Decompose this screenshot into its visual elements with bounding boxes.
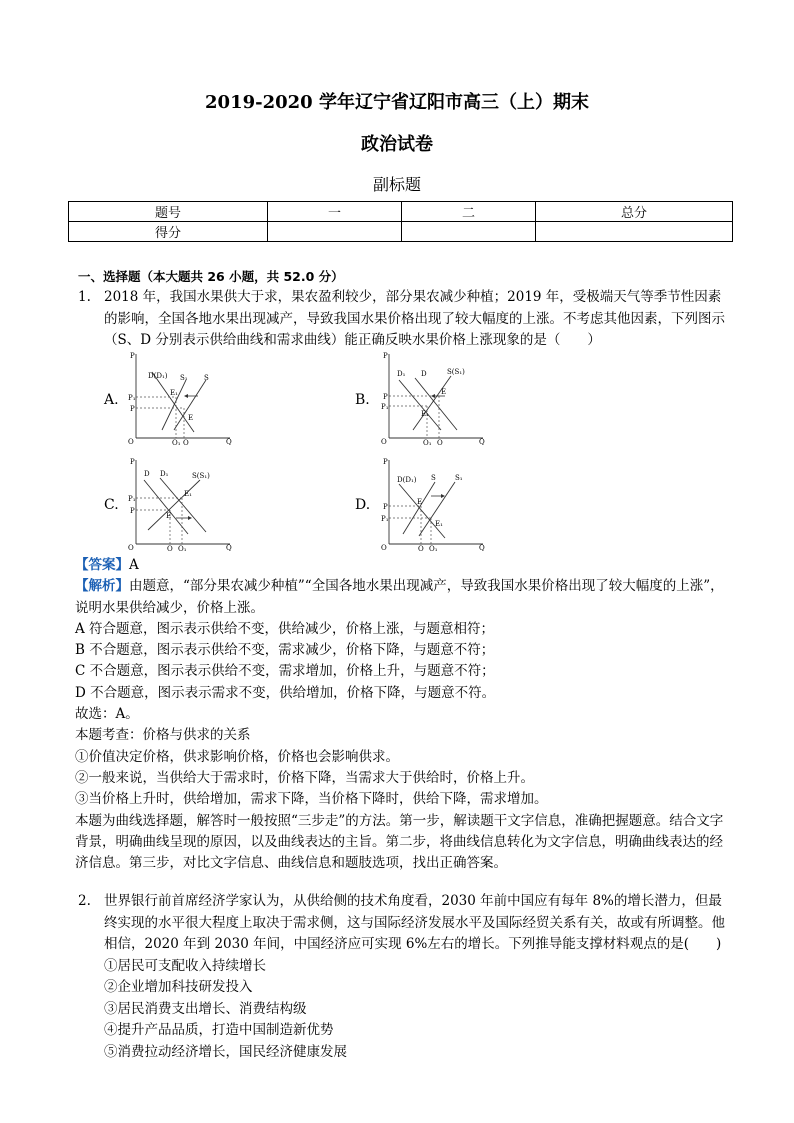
label-q: Q xyxy=(437,439,443,445)
label-p-axis: P xyxy=(383,352,388,360)
question-1-number: 1. xyxy=(78,289,91,305)
graph-option-d xyxy=(375,456,487,551)
document-subtitle: 副标题 xyxy=(372,175,421,194)
score-table-score-row xyxy=(69,222,733,242)
option-c-label: C. xyxy=(104,497,119,513)
graph-option-b xyxy=(375,350,487,445)
label-d: D xyxy=(421,370,427,378)
answer-line xyxy=(75,555,730,576)
cell-total-label: 总分 xyxy=(536,202,733,222)
label-q: Q xyxy=(183,439,189,445)
label-e: E xyxy=(441,388,447,396)
supply-curve xyxy=(148,480,200,530)
label-d: D xyxy=(144,470,150,478)
label-p-axis: P xyxy=(130,458,135,466)
question-2-item: ②企业增加科技研发投入 xyxy=(104,979,253,995)
cell-score-one xyxy=(268,222,402,242)
shift-arrowhead xyxy=(184,394,188,398)
label-e: E xyxy=(166,512,172,520)
label-origin: O xyxy=(381,438,387,445)
label-q-axis: Q xyxy=(479,438,485,445)
demand-curve-d1 xyxy=(399,380,441,430)
label-e1: E₁ xyxy=(170,389,178,397)
label-q1: Q₁ xyxy=(429,545,438,551)
analysis-line: ①价值决定价格，供求影响价格，价格也会影响供求。 xyxy=(75,748,399,765)
question-2-item: ③居民消费支出增长、消费结构级 xyxy=(104,1000,307,1017)
analysis-tag: 【解析】 xyxy=(75,578,129,595)
question-2-item: ⑤消费拉动经济增长，国民经济健康发展 xyxy=(104,1043,347,1060)
question-1-text: 2018 年，我国水果供大于求，果农盈利较少，部分果农减少种植；2019 年，受极端天气等季节性因素的影响，全国各地水果出现减产，导致我国水果价格出现了较大幅度的上涨。不考虑其他因素，下列图示（S、D 分别表示供给曲线和需求曲线）能正确反映水果价格上涨现象的是（ ） xyxy=(104,289,725,348)
label-d1: D₁ xyxy=(397,370,406,378)
question-1-solution xyxy=(75,555,730,874)
label-p1: P₁ xyxy=(128,394,136,402)
label-p-axis: P xyxy=(130,352,135,360)
analysis-line: 故选：A。 xyxy=(75,706,139,723)
label-p: P xyxy=(383,503,388,511)
label-s: S xyxy=(204,374,209,382)
label-p: P xyxy=(130,405,135,413)
label-e1: E₁ xyxy=(435,520,443,528)
label-d: D(D₁) xyxy=(148,372,168,380)
analysis-line: D 不合题意，图示表示需求不变，供给增加，价格下降，与题意不符。 xyxy=(75,684,496,701)
demand-curve xyxy=(152,372,194,432)
label-q1: Q₁ xyxy=(178,545,187,551)
label-q: Q xyxy=(418,545,424,551)
shift-arrowhead xyxy=(431,394,435,398)
answer-value: A xyxy=(129,557,139,573)
cell-score-label: 得分 xyxy=(69,222,268,242)
label-e1: E₁ xyxy=(421,410,429,418)
demand-curve-d xyxy=(415,378,457,430)
supply-curve-s1 xyxy=(162,380,186,430)
label-e: E xyxy=(417,498,423,506)
question-2-items xyxy=(104,956,728,1064)
option-b-label: B. xyxy=(355,392,370,408)
label-e1: E₁ xyxy=(184,490,192,498)
label-p-axis: P xyxy=(383,458,388,466)
label-p1: P₁ xyxy=(128,495,136,503)
document-subject: 政治试卷 xyxy=(361,134,433,155)
analysis-line: C 不合题意，图示表示供给不变，需求增加，价格上升，与题意不符； xyxy=(75,663,495,680)
analysis-line: B 不合题意，图示表示供给不变，需求减少，价格下降，与题意不符； xyxy=(75,642,495,659)
analysis-line: ③当价格上升时，供给增加，需求下降，当价格下降时，供给下降，需求增加。 xyxy=(75,791,548,808)
label-q1: Q₁ xyxy=(172,439,181,445)
question-2-item: ④提升产品品质，打造中国制造新优势 xyxy=(104,1022,334,1038)
label-q-axis: Q xyxy=(226,438,232,445)
option-a-label: A. xyxy=(104,392,119,408)
label-e: E xyxy=(188,414,194,422)
label-s: S xyxy=(431,474,436,482)
cell-score-total xyxy=(536,222,733,242)
graph-option-c xyxy=(122,456,234,551)
question-2 xyxy=(78,891,728,1063)
supply-curve-s xyxy=(174,380,206,430)
section-heading: 一、选择题（本大题共 26 小题，共 52.0 分） xyxy=(78,269,344,284)
score-table-header-row xyxy=(69,202,733,222)
analysis-line: A 符合题意，图示表示供给不变，供给减少，价格上涨，与题意相符； xyxy=(75,620,495,637)
label-q1: Q₁ xyxy=(423,439,432,445)
analysis-intro xyxy=(75,576,730,619)
question-2-number: 2. xyxy=(78,893,91,909)
label-origin: O xyxy=(128,544,134,551)
label-s1: S₁ xyxy=(180,374,188,382)
question-1 xyxy=(78,287,728,352)
graph-option-a xyxy=(122,350,234,445)
document-title: 2019-2020 学年辽宁省辽阳市高三（上）期末 xyxy=(205,92,589,113)
label-origin: O xyxy=(128,438,134,445)
label-d1: D₁ xyxy=(160,470,169,478)
label-s1: S₁ xyxy=(455,474,463,482)
question-2-text: 世界银行前首席经济学家认为，从供给侧的技术角度看，2030 年前中国应有每年 8%的增长潜力，但最终实现的水平很大程度上取决于需求侧，这与国际经济发展水平及国际经贸关系有关，故或有所调整。他相信，2020 年到 2030 年间，中国经济应可实现 6%左右的增长。下列推导能支撑材料观点的是( ) xyxy=(104,893,725,952)
option-d-label: D. xyxy=(355,497,371,513)
label-origin: O xyxy=(381,544,387,551)
score-table xyxy=(68,201,733,242)
cell-question-number-label: 题号 xyxy=(69,202,268,222)
question-2-item: ①居民可支配收入持续增长 xyxy=(104,957,266,974)
analysis-line: ②一般来说，当供给大于需求时，价格下降，当需求大于供给时，价格上升。 xyxy=(75,769,534,786)
demand-curve-d1 xyxy=(160,478,206,532)
label-d: D(D₁) xyxy=(397,476,417,484)
label-s: S(S₁) xyxy=(447,368,465,376)
label-p: P xyxy=(130,507,135,515)
label-q-axis: Q xyxy=(479,544,485,551)
label-s: S(S₁) xyxy=(192,472,210,480)
supply-curve-s xyxy=(403,482,435,534)
label-p1: P₁ xyxy=(381,403,389,411)
label-q: Q xyxy=(167,545,173,551)
label-q-axis: Q xyxy=(226,544,232,551)
analysis-line: 本题考查：价格与供求的关系 xyxy=(75,727,251,744)
demand-curve-d xyxy=(144,480,188,534)
cell-section-one: 一 xyxy=(268,202,402,222)
answer-tag: 【答案】 xyxy=(75,557,129,573)
shift-arrowhead xyxy=(188,516,192,520)
label-p1: P₁ xyxy=(381,515,389,523)
analysis-closing: 本题为曲线选择题，解答时一般按照“三步走”的方法。第一步，解读题干文字信息，准确把握题意。结合文字背景，明确曲线呈现的原因，以及曲线表达的主旨。第二步，将曲线信息转化为文字信息，明确曲线表达的经济信息。第三步，对比文字信息、曲线信息和题肢选项，找出正确答案。 xyxy=(75,812,724,872)
cell-section-two: 二 xyxy=(402,202,536,222)
cell-score-two xyxy=(402,222,536,242)
label-p: P xyxy=(383,393,388,401)
analysis-intro-text: 由题意，“部分果农减少种植”“全国各地水果出现减产，导致我国水果价格出现了较大幅度的上涨”，说明水果供给减少，价格上涨。 xyxy=(75,578,724,616)
